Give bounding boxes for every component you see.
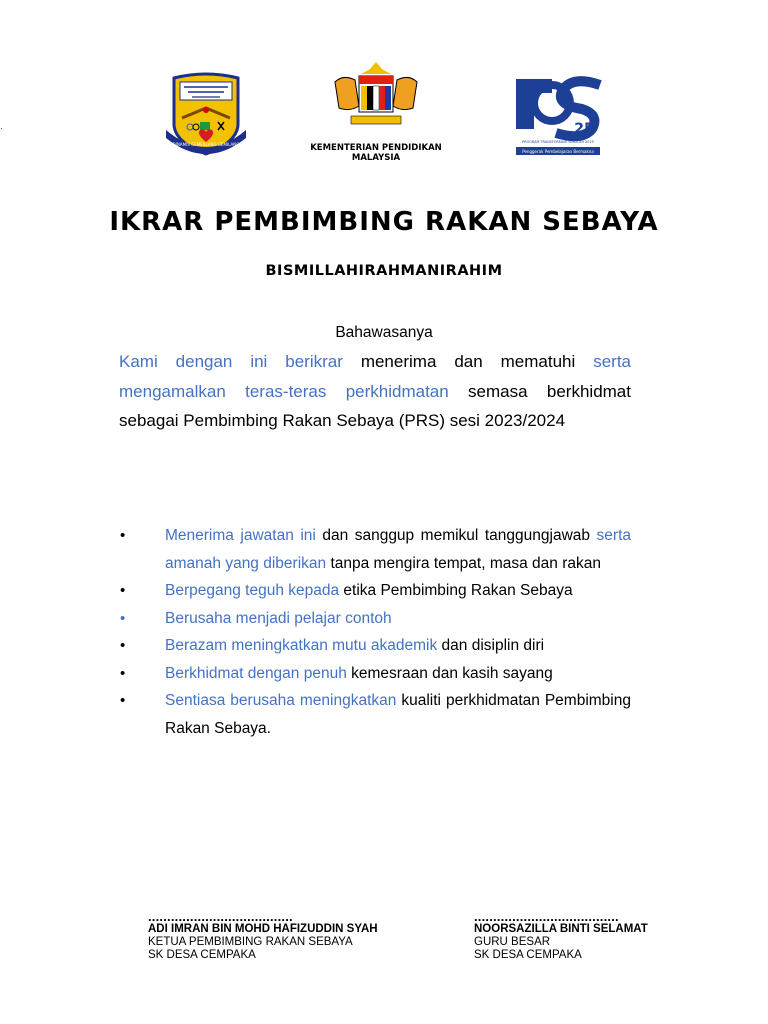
document-title: IKRAR PEMBIMBING RAKAN SEBAYA	[109, 207, 659, 237]
bullet-icon: •	[120, 692, 126, 709]
bismillah-heading: BISMILLAHIRAHMANIRAHIM	[265, 263, 503, 279]
bahawasanya-label: Bahawasanya	[335, 324, 433, 341]
ts25-number: 25	[574, 121, 594, 137]
school-motto: DINAMIS GEMERLANG GEMILANG	[172, 142, 240, 147]
bullet-icon: •	[120, 582, 126, 599]
pledge-text-2: tanpa mengira tempat, masa dan rakan	[326, 554, 601, 572]
signatory-role: GURU BESAR	[474, 936, 551, 948]
school-logo	[160, 72, 252, 163]
pledge-item	[120, 660, 631, 688]
pledge-item	[120, 577, 631, 605]
ts25-emblem-icon	[512, 75, 602, 157]
pledge-highlight: Berkhidmat dengan penuh	[165, 664, 347, 682]
intro-text-2: semasa berkhidmat sebagai Pembimbing Rakan Sebaya (PRS) sesi 2023/2024	[119, 381, 631, 430]
signatory-name: ADI IMRAN BIN MOHD HAFIZUDDIN SYAH	[148, 923, 378, 935]
pledge-text: dan sanggup memikul tanggungjawab	[315, 527, 597, 544]
intro-paragraph	[119, 347, 631, 436]
pledge-item	[120, 632, 631, 660]
pledge-text: etika Pembimbing Rakan Sebaya	[339, 582, 573, 599]
bullet-icon: •	[120, 637, 126, 654]
bullet-icon: •	[120, 527, 126, 544]
bullet-icon: •	[120, 609, 126, 627]
signature-left	[148, 910, 378, 962]
ministry-name: KEMENTERIAN PENDIDIKAN MALAYSIA	[310, 143, 442, 163]
ts25-logo	[512, 75, 602, 162]
pledge-highlight: Menerima jawatan ini	[165, 527, 316, 544]
pledge-list	[120, 522, 631, 742]
ts25-caption2: Penggerak Pembelajaran Bermakna	[522, 149, 594, 154]
pledge-highlight: Berpegang teguh kepada	[165, 582, 340, 599]
pledge-highlight: Berazam meningkatkan mutu akademik	[165, 637, 438, 654]
school-crest-icon	[160, 72, 252, 158]
intro-blue-1: Kami dengan ini berikrar	[119, 352, 343, 371]
pledge-highlight: Sentiasa berusaha meningkatkan	[165, 692, 397, 709]
pledge-text: kemesraan dan kasih sayang	[346, 664, 553, 682]
ts25-caption1: PROGRAM TRANSFORMASI SEKOLAH 2025	[522, 140, 594, 144]
pledge-highlight-2: serta amanah yang diberikan	[165, 527, 631, 572]
pledge-item	[120, 522, 631, 577]
signature-line: ......................................	[474, 909, 619, 924]
signature-line: ......................................	[148, 909, 293, 924]
signatory-name: NOORSAZILLA BINTI SELAMAT	[474, 923, 648, 935]
ministry-logo	[285, 60, 467, 163]
signature-right	[474, 910, 648, 962]
pledge-text: dan disiplin diri	[437, 637, 545, 654]
intro-text-1: menerima dan mematuhi	[342, 352, 594, 371]
pledge-text: kualiti perkhidmatan Pembimbing Rakan Sebaya.	[165, 692, 631, 737]
stray-mark: ·	[0, 124, 3, 133]
pledge-item	[120, 687, 631, 742]
pledge-item	[120, 605, 631, 633]
signatory-school: SK DESA CEMPAKA	[148, 949, 256, 961]
pledge-highlight: Berusaha menjadi pelajar contoh	[165, 609, 392, 627]
intro-blue-2: serta mengamalkan teras-teras perkhidmatan	[119, 352, 631, 401]
bullet-icon: •	[120, 664, 126, 682]
coat-of-arms-icon	[329, 60, 423, 130]
signatory-role: KETUA PEMBIMBING RAKAN SEBAYA	[148, 936, 353, 948]
signatory-school: SK DESA CEMPAKA	[474, 949, 582, 961]
